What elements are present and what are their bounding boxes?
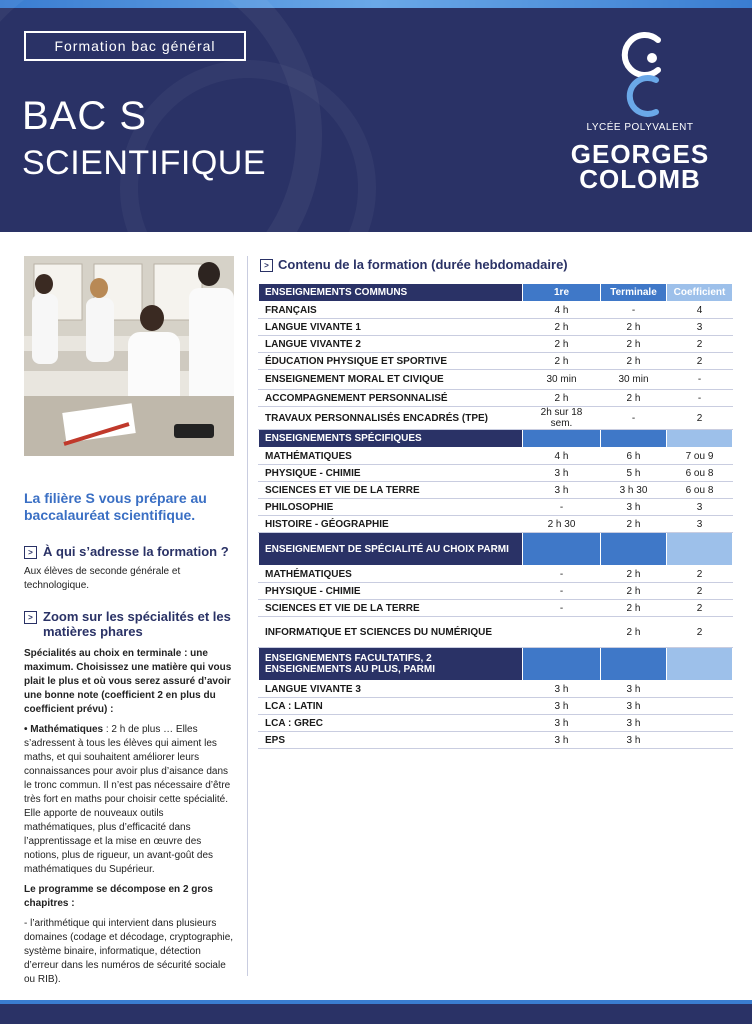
- value-first: -: [523, 583, 601, 600]
- section-heading: ENSEIGNEMENTS SPÉCIFIQUES: [259, 430, 523, 448]
- logo-name-line1: GEORGES: [570, 139, 710, 169]
- programme-title: Le programme se décompose en 2 gros chapitres :: [24, 884, 213, 909]
- row-label: LANGUE VIVANTE 1: [259, 319, 523, 336]
- programme-text: - l’arithmétique qui intervient dans plusieurs domaines (codage et décodage, cryptographie, système binaire, informatique, détection d’erreur dans les numéros de sécurité sociale ou RIB).: [24, 918, 234, 985]
- value-first: 2 h 30: [523, 516, 601, 533]
- table-row: [259, 600, 733, 617]
- table-row: [259, 715, 733, 732]
- value-terminale: 3 h: [601, 715, 667, 732]
- value-first: 2 h: [523, 319, 601, 336]
- table-row: [259, 566, 733, 583]
- table-row: [259, 319, 733, 336]
- value-coefficient: 6 ou 8: [667, 482, 733, 499]
- math-paragraph: [24, 723, 236, 877]
- row-label: LCA : LATIN: [259, 698, 523, 715]
- value-first: 2 h: [523, 353, 601, 370]
- logo-name: [560, 139, 720, 194]
- school-logo: [560, 28, 720, 198]
- table-title: Contenu de la formation (durée hebdomadaire): [278, 257, 568, 272]
- section-zoom-heading: [24, 609, 236, 639]
- value-coefficient: [667, 681, 733, 698]
- column-divider: [247, 256, 248, 976]
- col-first-header: [523, 533, 601, 566]
- logo-name-line2: COLOMB: [579, 164, 701, 194]
- row-label: SCIENCES ET VIE DE LA TERRE: [259, 482, 523, 499]
- value-terminale: -: [601, 302, 667, 319]
- value-coefficient: 3: [667, 516, 733, 533]
- value-terminale: 3 h: [601, 698, 667, 715]
- math-label: • Mathématiques: [24, 724, 104, 735]
- math-text: : 2 h de plus … Elles s’adressent à tous les élèves qui aiment les maths, et qui souhaitent améliorer leurs connaissances pour avoir plus d’aisance dans le tronc commun. Il n’est pas nécessaire d’être très fort en maths pour choisir cette spécialité. Elle apporte de nouveaux outils mathématiques, plus d’efficacité dans l’apprentissage et la mise en œuvre des notions, plus de rigueur, un avant-goût des mathématiques du Supérieur.: [24, 724, 231, 875]
- value-coefficient: 2: [667, 407, 733, 430]
- value-first: 4 h: [523, 302, 601, 319]
- row-label: ACCOMPAGNEMENT PERSONNALISÉ: [259, 390, 523, 407]
- table-row: [259, 617, 733, 648]
- arrow-right-icon: >: [24, 546, 37, 559]
- value-terminale: 30 min: [601, 370, 667, 390]
- value-terminale: 2 h: [601, 390, 667, 407]
- row-label: PHYSIQUE - CHIMIE: [259, 465, 523, 482]
- value-terminale: -: [601, 407, 667, 430]
- page-title: BAC S: [22, 94, 148, 138]
- value-first: -: [523, 499, 601, 516]
- col-terminale-header: [601, 648, 667, 681]
- value-terminale: 2 h: [601, 600, 667, 617]
- value-first: 3 h: [523, 715, 601, 732]
- lead-text: La filière S vous prépare au baccalauréat scientifique.: [24, 490, 207, 523]
- value-terminale: 2 h: [601, 617, 667, 648]
- value-terminale: 2 h: [601, 319, 667, 336]
- section-audience-title: À qui s’adresse la formation ?: [43, 544, 229, 559]
- left-column: [24, 490, 236, 987]
- value-terminale: 2 h: [601, 583, 667, 600]
- section-audience-text: Aux élèves de seconde générale et technologique.: [24, 566, 181, 591]
- value-coefficient: 2: [667, 600, 733, 617]
- col-first-header: 1re: [523, 284, 601, 302]
- value-first: 3 h: [523, 681, 601, 698]
- value-first: 3 h: [523, 465, 601, 482]
- section-zoom-title: Zoom sur les spécialités et les matières phares: [43, 609, 231, 639]
- col-coefficient-header: Coefficient: [667, 284, 733, 302]
- row-label: FRANÇAIS: [259, 302, 523, 319]
- value-terminale: 3 h: [601, 681, 667, 698]
- table-row: [259, 583, 733, 600]
- value-first: 2 h: [523, 390, 601, 407]
- value-coefficient: 3: [667, 319, 733, 336]
- value-coefficient: 2: [667, 353, 733, 370]
- row-label: LCA : GREC: [259, 715, 523, 732]
- section-heading: ENSEIGNEMENTS FACULTATIFS, 2 ENSEIGNEMENTS AU PLUS, PARMI: [259, 648, 523, 681]
- section-heading: ENSEIGNEMENTS COMMUNS: [259, 284, 523, 302]
- row-label: HISTOIRE - GÉOGRAPHIE: [259, 516, 523, 533]
- value-first: -: [523, 566, 601, 583]
- table-section-header: [259, 284, 733, 302]
- value-terminale: 3 h: [601, 732, 667, 749]
- value-coefficient: [667, 732, 733, 749]
- specialites-intro: Spécialités au choix en terminale : une maximum. Choisissez une matière qui vous plait le plus et où vous serez assuré d’avoir une bonne note (coefficient 2 en plus du coefficient prévu) :: [24, 648, 232, 715]
- table-row: [259, 336, 733, 353]
- table-row: [259, 370, 733, 390]
- table-section-header: [259, 430, 733, 448]
- table-section-header: [259, 533, 733, 566]
- value-terminale: 3 h: [601, 499, 667, 516]
- row-label: PHYSIQUE - CHIMIE: [259, 583, 523, 600]
- value-terminale: 3 h 30: [601, 482, 667, 499]
- section-audience-heading: [24, 544, 236, 559]
- table-section-header: [259, 648, 733, 681]
- arrow-right-icon: >: [260, 259, 273, 272]
- row-label: INFORMATIQUE ET SCIENCES DU NUMÉRIQUE: [259, 617, 523, 648]
- page-subtitle: SCIENTIFIQUE: [22, 144, 267, 182]
- value-first: 30 min: [523, 370, 601, 390]
- col-coefficient-header: [667, 430, 733, 448]
- arrow-right-icon: >: [24, 611, 37, 624]
- row-label: MATHÉMATIQUES: [259, 448, 523, 465]
- curriculum-table-body: [259, 284, 733, 749]
- table-heading: [260, 257, 568, 272]
- table-row: [259, 302, 733, 319]
- table-row: [259, 482, 733, 499]
- row-label: MATHÉMATIQUES: [259, 566, 523, 583]
- row-label: LANGUE VIVANTE 3: [259, 681, 523, 698]
- table-row: [259, 698, 733, 715]
- value-first: 3 h: [523, 698, 601, 715]
- value-terminale: 2 h: [601, 516, 667, 533]
- table-row: [259, 681, 733, 698]
- value-coefficient: [667, 715, 733, 732]
- value-first: 3 h: [523, 482, 601, 499]
- value-terminale: 2 h: [601, 353, 667, 370]
- table-row: [259, 390, 733, 407]
- value-first: 2 h: [523, 336, 601, 353]
- col-terminale-header: [601, 430, 667, 448]
- value-first: 4 h: [523, 448, 601, 465]
- row-label: ÉDUCATION PHYSIQUE ET SPORTIVE: [259, 353, 523, 370]
- row-label: PHILOSOPHIE: [259, 499, 523, 516]
- row-label: TRAVAUX PERSONNALISÉS ENCADRÉS (TPE): [259, 407, 523, 430]
- col-terminale-header: [601, 533, 667, 566]
- value-coefficient: -: [667, 390, 733, 407]
- row-label: EPS: [259, 732, 523, 749]
- footer-stripe: [0, 1000, 752, 1004]
- col-coefficient-header: [667, 533, 733, 566]
- section-heading: ENSEIGNEMENT DE SPÉCIALITÉ AU CHOIX PARMI: [259, 533, 523, 566]
- value-terminale: 5 h: [601, 465, 667, 482]
- col-first-header: [523, 430, 601, 448]
- value-coefficient: 2: [667, 336, 733, 353]
- value-coefficient: 6 ou 8: [667, 465, 733, 482]
- value-coefficient: -: [667, 370, 733, 390]
- footer-band: [0, 1000, 752, 1024]
- table-row: [259, 448, 733, 465]
- table-row: [259, 465, 733, 482]
- value-coefficient: 7 ou 9: [667, 448, 733, 465]
- value-coefficient: 2: [667, 617, 733, 648]
- value-coefficient: 3: [667, 499, 733, 516]
- table-row: [259, 353, 733, 370]
- logo-gc-mark: [612, 28, 672, 118]
- value-coefficient: 2: [667, 583, 733, 600]
- value-coefficient: 2: [667, 566, 733, 583]
- table-row: [259, 499, 733, 516]
- value-coefficient: 4: [667, 302, 733, 319]
- col-terminale-header: Terminale: [601, 284, 667, 302]
- col-coefficient-header: [667, 648, 733, 681]
- value-coefficient: [667, 698, 733, 715]
- formation-badge: Formation bac général: [24, 31, 246, 61]
- row-label: LANGUE VIVANTE 2: [259, 336, 523, 353]
- logo-subtitle: LYCÉE POLYVALENT: [586, 122, 694, 133]
- value-first: 2h sur 18 sem.: [523, 407, 601, 430]
- table-row: [259, 407, 733, 430]
- value-terminale: 6 h: [601, 448, 667, 465]
- curriculum-table: [258, 283, 733, 749]
- value-first: 3 h: [523, 732, 601, 749]
- row-label: ENSEIGNEMENT MORAL ET CIVIQUE: [259, 370, 523, 390]
- table-row: [259, 516, 733, 533]
- value-terminale: 2 h: [601, 566, 667, 583]
- header-banner: [0, 0, 752, 232]
- row-label: SCIENCES ET VIE DE LA TERRE: [259, 600, 523, 617]
- lab-photo: [24, 256, 234, 456]
- value-terminale: 2 h: [601, 336, 667, 353]
- table-row: [259, 732, 733, 749]
- value-first: -: [523, 600, 601, 617]
- col-first-header: [523, 648, 601, 681]
- value-first: [523, 617, 601, 648]
